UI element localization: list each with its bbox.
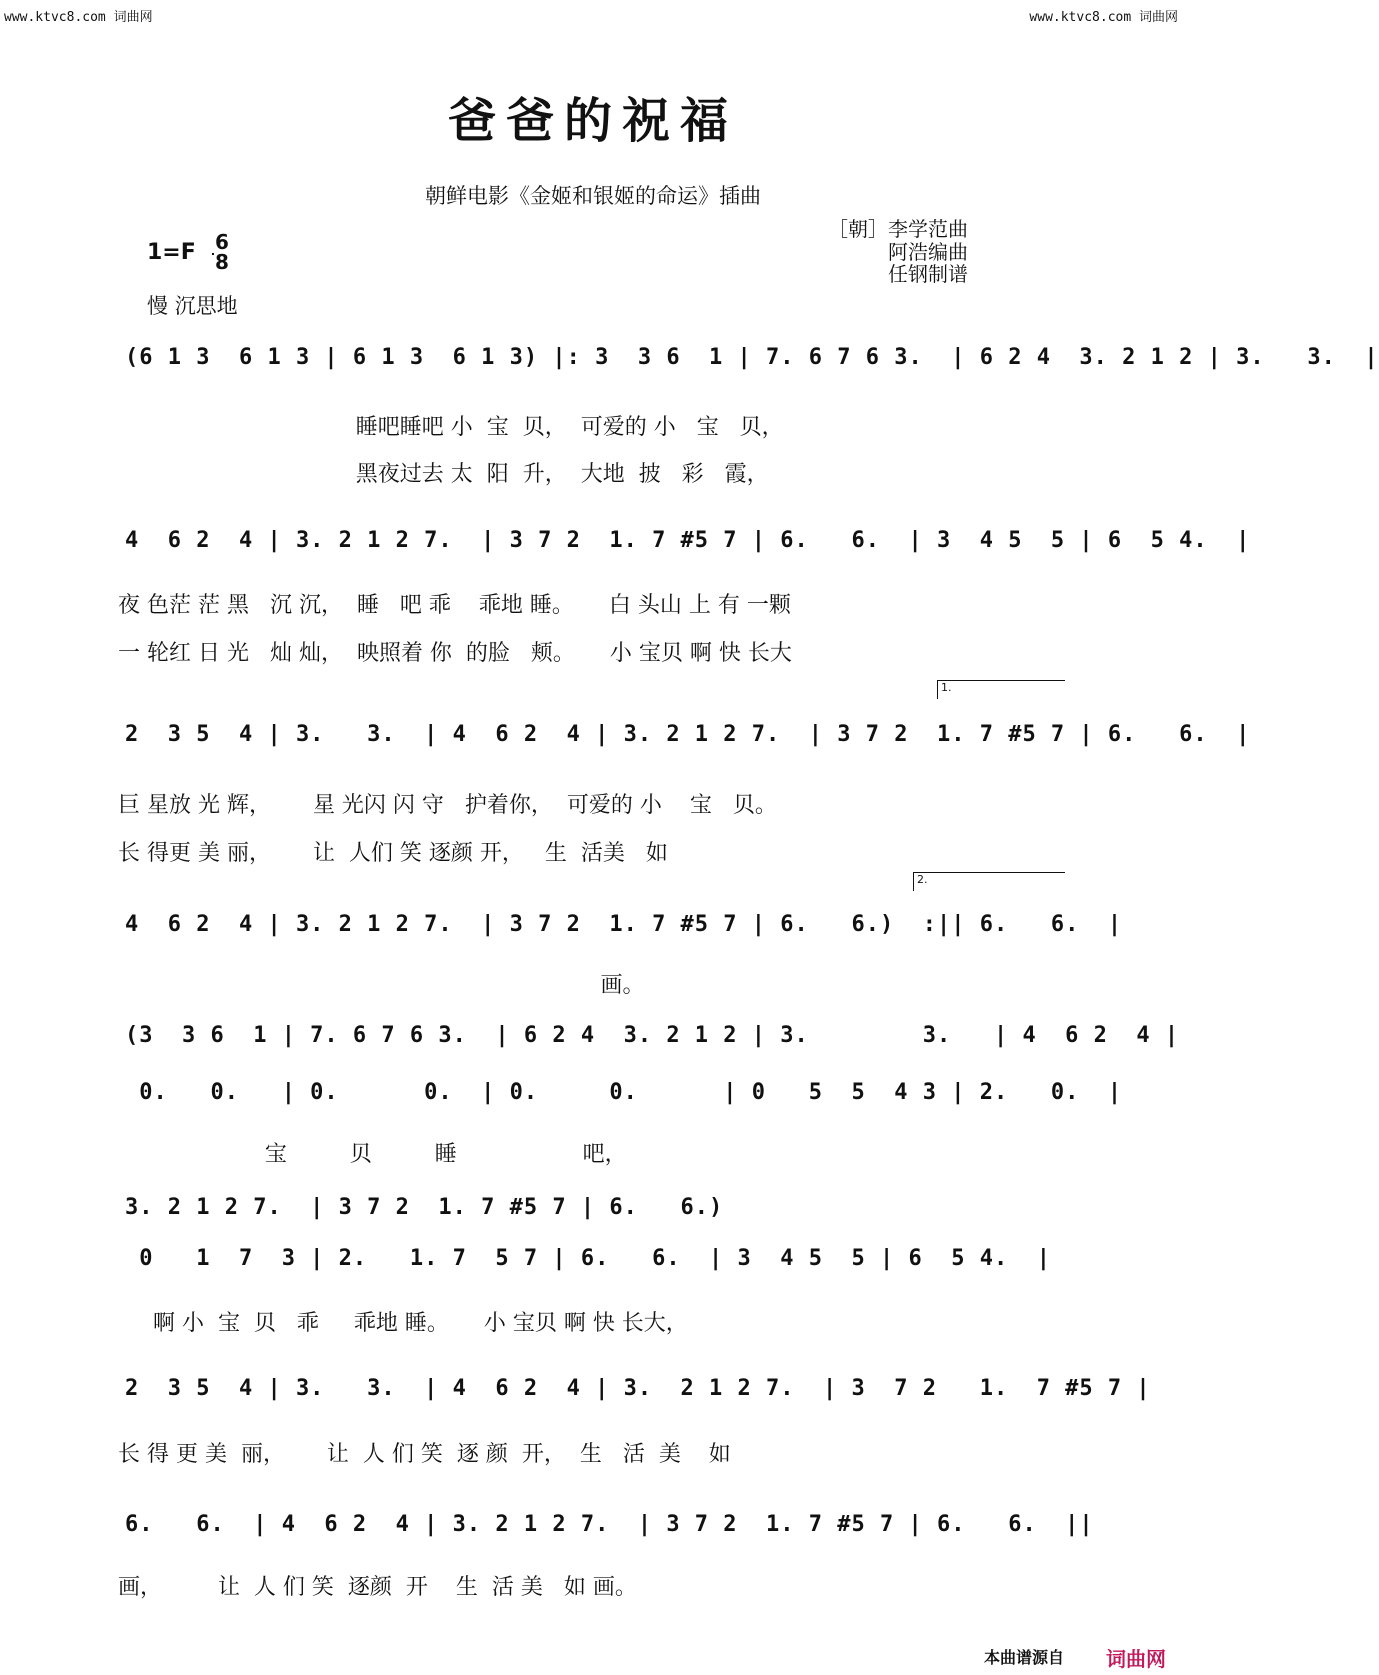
transcriber-credit: 任钢制谱: [888, 262, 968, 286]
time-signature: [212, 232, 232, 272]
lyric-line-7: 长 得 更 美 丽， 让 人 们 笑 逐 颜 开， 生 活 美 如: [118, 1442, 731, 1467]
staff-line-5-lower: 0. 0. | 0. 0. | 0. 0. | 0 5 5 4 3 | 2. 0. |: [125, 1080, 1123, 1105]
lyric-line-1-verse-1: 睡吧睡吧 小 宝 贝， 可爱的 小 宝 贝，: [118, 415, 784, 440]
staff-line-6-upper: 3. 2 1 2 7. | 3 7 2 1. 7 #5 7 | 6. 6.): [125, 1195, 724, 1220]
composer-credit: ［朝］李学范曲: [828, 217, 968, 241]
staff-line-8: 6. 6. | 4 6 2 4 | 3. 2 1 2 7. | 3 7 2 1. 7 #5 7 | 6. 6. ||: [125, 1512, 1094, 1537]
footer-source: 本曲谱源自: [983, 1648, 1064, 1667]
time-top: 6: [215, 230, 229, 254]
header-left[interactable]: www.ktvc8.com 词曲网: [4, 10, 153, 25]
time-bottom: 8: [215, 250, 229, 274]
staff-line-1: (6 1 3 6 1 3 | 6 1 3 6 1 3) |: 3 3 6 1 | 7. 6 7 6 3. | 6 2 4 3. 2 1 2 | 3. 3. |: [125, 345, 1379, 370]
volta-first-ending: 1.: [937, 680, 1065, 699]
volta-second-ending: 2.: [913, 872, 1065, 891]
staff-line-7: 2 3 5 4 | 3. 3. | 4 6 2 4 | 3. 2 1 2 7. | 3 7 2 1. 7 #5 7 |: [125, 1376, 1151, 1401]
arranger-credit: 阿浩编曲: [888, 240, 968, 264]
key-signature: 1=F: [147, 240, 196, 265]
footer-site-logo[interactable]: 词曲网: [1106, 1647, 1166, 1671]
lyric-line-2-verse-1: 夜 色茫 茫 黑 沉 沉， 睡 吧 乖 乖地 睡。 白 头山 上 有 一颗: [118, 593, 791, 618]
staff-line-5-upper: (3 3 6 1 | 7. 6 7 6 3. | 6 2 4 3. 2 1 2 | 3. 3. | 4 6 2 4 |: [125, 1023, 1180, 1048]
lyric-line-4: 画。: [118, 973, 645, 998]
header-right[interactable]: www.ktvc8.com 词曲网: [1029, 10, 1178, 25]
lyric-line-2-verse-2: 一 轮红 日 光 灿 灿， 映照着 你 的脸 颊。 小 宝贝 啊 快 长大: [118, 641, 792, 666]
lyric-line-5: 宝 贝 睡 吧，: [118, 1142, 627, 1167]
lyric-line-1-verse-2: 黑夜过去 太 阳 升， 大地 披 彩 霞，: [118, 462, 769, 487]
tempo-marking: 慢 沉思地: [147, 294, 238, 318]
staff-line-4: 4 6 2 4 | 3. 2 1 2 7. | 3 7 2 1. 7 #5 7 | 6. 6.) :|| 6. 6. |: [125, 912, 1123, 937]
page-title: 爸爸的祝福: [447, 93, 738, 149]
staff-line-3: 2 3 5 4 | 3. 3. | 4 6 2 4 | 3. 2 1 2 7. | 3 7 2 1. 7 #5 7 | 6. 6. |: [125, 722, 1251, 747]
lyric-line-3-verse-2: 长 得更 美 丽， 让 人们 笑 逐颜 开， 生 活美 如: [118, 841, 668, 866]
staff-line-2: 4 6 2 4 | 3. 2 1 2 7. | 3 7 2 1. 7 #5 7 | 6. 6. | 3 4 5 5 | 6 5 4. |: [125, 528, 1251, 553]
lyric-line-3-verse-1: 巨 星放 光 辉， 星 光闪 闪 守 护着你， 可爱的 小 宝 贝。: [118, 793, 777, 818]
lyric-line-8: 画， 让 人 们 笑 逐颜 开 生 活 美 如 画。: [118, 1575, 637, 1600]
subtitle: 朝鲜电影《金姬和银姬的命运》插曲: [425, 184, 761, 208]
staff-line-6-lower: 0 1 7 3 | 2. 1. 7 5 7 | 6. 6. | 3 4 5 5 | 6 5 4. |: [125, 1246, 1051, 1271]
lyric-line-6: 啊 小 宝 贝 乖 乖地 睡。 小 宝贝 啊 快 长大，: [118, 1311, 688, 1336]
